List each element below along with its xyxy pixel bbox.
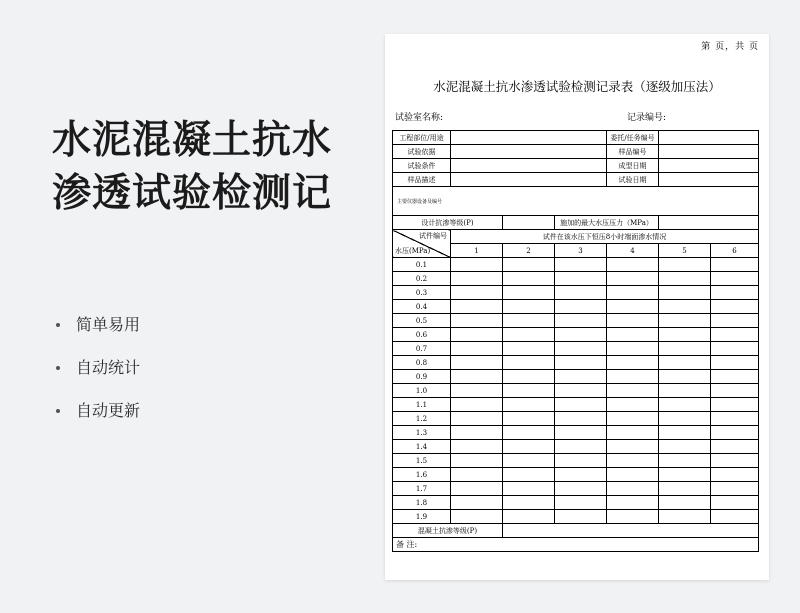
seepage-cell [607, 342, 659, 356]
seepage-cell [659, 440, 711, 454]
pressure-row [393, 342, 759, 356]
seepage-cell [451, 398, 503, 412]
pressure-value: 1.7 [393, 482, 451, 496]
seepage-cell [711, 482, 759, 496]
seepage-cell [711, 328, 759, 342]
seepage-cell [607, 286, 659, 300]
pressure-value: 1.3 [393, 426, 451, 440]
seepage-cell [607, 272, 659, 286]
seepage-cell [607, 454, 659, 468]
seepage-cell [711, 510, 759, 524]
seepage-cell [607, 384, 659, 398]
seepage-cell [503, 314, 555, 328]
specimen-number: 2 [503, 244, 555, 258]
seepage-cell [659, 272, 711, 286]
document-preview [385, 34, 769, 580]
seepage-header: 试件在该水压下恒压8小时端面渗水情况 [451, 230, 759, 244]
pressure-value: 0.1 [393, 258, 451, 272]
seepage-cell [503, 356, 555, 370]
seepage-cell [503, 426, 555, 440]
feature-list [54, 314, 140, 443]
seepage-cell [503, 286, 555, 300]
seepage-cell [711, 370, 759, 384]
document-meta [395, 110, 759, 123]
info-label: 工程部位/用途 [393, 131, 451, 145]
info-label: 样品编号 [607, 145, 659, 159]
seepage-cell [659, 496, 711, 510]
seepage-cell [555, 300, 607, 314]
info-label: 样品描述 [393, 173, 451, 187]
seepage-cell [659, 300, 711, 314]
seepage-cell [503, 468, 555, 482]
pressure-row [393, 384, 759, 398]
specimen-number: 6 [711, 244, 759, 258]
seepage-cell [451, 286, 503, 300]
pressure-value: 0.8 [393, 356, 451, 370]
pressure-value: 1.4 [393, 440, 451, 454]
seepage-cell [607, 258, 659, 272]
seepage-cell [451, 384, 503, 398]
specimen-number: 1 [451, 244, 503, 258]
seepage-cell [607, 370, 659, 384]
seepage-cell [555, 384, 607, 398]
pressure-row [393, 328, 759, 342]
pressure-value: 1.6 [393, 468, 451, 482]
seepage-cell [711, 286, 759, 300]
seepage-cell [659, 426, 711, 440]
seepage-cell [451, 356, 503, 370]
info-label: 成型日期 [607, 159, 659, 173]
seepage-cell [451, 440, 503, 454]
seepage-cell [607, 328, 659, 342]
info-value [451, 173, 607, 187]
grade-result-row [393, 524, 759, 538]
seepage-cell [503, 258, 555, 272]
pressure-value: 0.5 [393, 314, 451, 328]
record-no-label: 记录编号: [627, 113, 667, 123]
lab-name-label: 试验室名称: [395, 113, 444, 123]
seepage-cell [711, 454, 759, 468]
seepage-cell [555, 370, 607, 384]
seepage-cell [451, 454, 503, 468]
pressure-row [393, 482, 759, 496]
seepage-cell [607, 356, 659, 370]
seepage-cell [555, 398, 607, 412]
seepage-cell [711, 426, 759, 440]
pressure-value: 0.7 [393, 342, 451, 356]
seepage-cell [607, 314, 659, 328]
pressure-row [393, 370, 759, 384]
seepage-cell [711, 342, 759, 356]
seepage-cell [555, 356, 607, 370]
seepage-cell [555, 440, 607, 454]
hero-title-line-2: 渗透试验检测记 [52, 171, 333, 216]
pressure-value: 1.9 [393, 510, 451, 524]
seepage-cell [659, 286, 711, 300]
seepage-cell [659, 384, 711, 398]
seepage-cell [711, 398, 759, 412]
info-value [659, 145, 759, 159]
seepage-cell [555, 496, 607, 510]
seepage-cell [503, 440, 555, 454]
design-grade-value [503, 216, 555, 230]
pressure-value: 0.3 [393, 286, 451, 300]
seepage-cell [555, 482, 607, 496]
seepage-cell [607, 482, 659, 496]
water-pressure-label: 水压(MPa) [395, 247, 431, 255]
info-value [451, 131, 607, 145]
pressure-value: 1.2 [393, 412, 451, 426]
seepage-cell [503, 328, 555, 342]
pressure-rows [393, 258, 759, 524]
pressure-row [393, 510, 759, 524]
seepage-cell [659, 482, 711, 496]
seepage-cell [451, 412, 503, 426]
seepage-cell [503, 398, 555, 412]
seepage-cell [503, 412, 555, 426]
specimen-no-label: 试件编号 [419, 232, 447, 240]
seepage-cell [659, 342, 711, 356]
specimen-number: 4 [607, 244, 659, 258]
page-info: 第 页，共 页 [701, 42, 759, 52]
equipment-label: 主要仪器设备及编号 [393, 187, 759, 216]
pressure-row [393, 398, 759, 412]
seepage-cell [503, 482, 555, 496]
feature-item: 自动更新 [54, 400, 140, 443]
info-label: 试验依据 [393, 145, 451, 159]
seepage-cell [659, 468, 711, 482]
seepage-cell [555, 258, 607, 272]
seepage-cell [659, 328, 711, 342]
max-pressure-value [659, 216, 759, 230]
design-row [393, 216, 759, 230]
pressure-row [393, 454, 759, 468]
seepage-cell [711, 440, 759, 454]
diagonal-header-cell [393, 230, 451, 258]
seepage-cell [711, 496, 759, 510]
pressure-row [393, 258, 759, 272]
info-label: 试验条件 [393, 159, 451, 173]
feature-item: 自动统计 [54, 357, 140, 400]
seepage-cell [711, 384, 759, 398]
hero-title [52, 114, 372, 220]
hero-title-line-1: 水泥混凝土抗水 [52, 118, 333, 163]
info-value [659, 173, 759, 187]
seepage-cell [555, 412, 607, 426]
seepage-cell [503, 510, 555, 524]
pressure-value: 0.9 [393, 370, 451, 384]
seepage-cell [711, 300, 759, 314]
record-form-table [392, 130, 759, 552]
info-row [393, 159, 759, 173]
pressure-row [393, 300, 759, 314]
seepage-cell [503, 384, 555, 398]
seepage-cell [659, 510, 711, 524]
info-row [393, 131, 759, 145]
pressure-value: 0.4 [393, 300, 451, 314]
pressure-value: 1.1 [393, 398, 451, 412]
max-pressure-label: 施加的最大水压压力（MPa） [555, 216, 659, 230]
seepage-cell [607, 412, 659, 426]
header-row-1 [393, 230, 759, 244]
seepage-cell [451, 510, 503, 524]
seepage-cell [503, 454, 555, 468]
grade-result-value [503, 524, 759, 538]
info-row [393, 173, 759, 187]
seepage-cell [503, 300, 555, 314]
design-grade-label: 设计抗渗等级(P) [393, 216, 503, 230]
seepage-cell [607, 468, 659, 482]
seepage-cell [451, 426, 503, 440]
seepage-cell [451, 328, 503, 342]
seepage-cell [659, 356, 711, 370]
seepage-cell [607, 496, 659, 510]
pressure-row [393, 286, 759, 300]
seepage-cell [555, 342, 607, 356]
seepage-cell [607, 300, 659, 314]
remarks-row [393, 538, 759, 552]
pressure-value: 0.6 [393, 328, 451, 342]
pressure-row [393, 356, 759, 370]
pressure-row [393, 468, 759, 482]
seepage-cell [555, 328, 607, 342]
seepage-cell [555, 468, 607, 482]
pressure-row [393, 426, 759, 440]
seepage-cell [555, 510, 607, 524]
seepage-cell [451, 342, 503, 356]
seepage-cell [711, 258, 759, 272]
seepage-cell [711, 314, 759, 328]
seepage-cell [607, 510, 659, 524]
seepage-cell [555, 272, 607, 286]
info-value [451, 159, 607, 173]
seepage-cell [659, 370, 711, 384]
pressure-value: 1.8 [393, 496, 451, 510]
seepage-cell [555, 426, 607, 440]
seepage-cell [451, 314, 503, 328]
pressure-value: 1.5 [393, 454, 451, 468]
seepage-cell [659, 412, 711, 426]
seepage-cell [607, 426, 659, 440]
document-title: 水泥混凝土抗水渗透试验检测记录表（逐级加压法） [433, 79, 721, 94]
seepage-cell [555, 286, 607, 300]
seepage-cell [607, 440, 659, 454]
seepage-cell [711, 272, 759, 286]
seepage-cell [659, 258, 711, 272]
seepage-cell [711, 412, 759, 426]
specimen-number: 5 [659, 244, 711, 258]
seepage-cell [451, 370, 503, 384]
seepage-cell [659, 398, 711, 412]
pressure-row [393, 440, 759, 454]
seepage-cell [451, 468, 503, 482]
seepage-cell [451, 258, 503, 272]
pressure-row [393, 314, 759, 328]
remarks-label: 备 注: [393, 538, 759, 552]
specimen-number: 3 [555, 244, 607, 258]
pressure-value: 0.2 [393, 272, 451, 286]
pressure-row [393, 412, 759, 426]
seepage-cell [503, 496, 555, 510]
feature-item: 简单易用 [54, 314, 140, 357]
seepage-cell [451, 496, 503, 510]
seepage-cell [503, 342, 555, 356]
info-value [659, 159, 759, 173]
seepage-cell [555, 314, 607, 328]
info-label: 试验日期 [607, 173, 659, 187]
pressure-row [393, 496, 759, 510]
equipment-row [393, 187, 759, 216]
seepage-cell [659, 314, 711, 328]
seepage-cell [711, 468, 759, 482]
seepage-cell [451, 482, 503, 496]
seepage-cell [451, 300, 503, 314]
seepage-cell [711, 356, 759, 370]
seepage-cell [659, 454, 711, 468]
grade-result-label: 混凝土抗渗等级(P) [393, 524, 503, 538]
info-value [451, 145, 607, 159]
seepage-cell [555, 454, 607, 468]
info-label: 委托/任务编号 [607, 131, 659, 145]
seepage-cell [451, 272, 503, 286]
info-row [393, 145, 759, 159]
seepage-cell [607, 398, 659, 412]
seepage-cell [503, 272, 555, 286]
info-value [659, 131, 759, 145]
pressure-row [393, 272, 759, 286]
seepage-cell [503, 370, 555, 384]
pressure-value: 1.0 [393, 384, 451, 398]
